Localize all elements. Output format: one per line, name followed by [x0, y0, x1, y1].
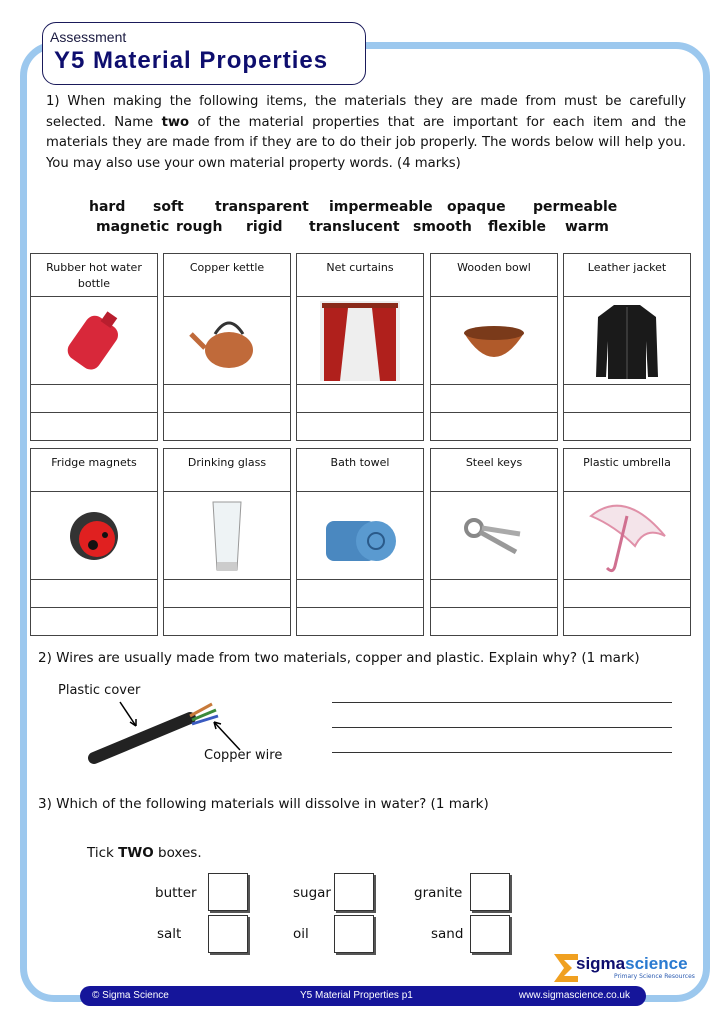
option-label: sugar [293, 885, 331, 901]
item-label: Rubber hot water bottle [31, 254, 157, 297]
item-card [563, 253, 691, 441]
item-label: Wooden bowl [431, 254, 557, 297]
word: rigid [246, 219, 283, 235]
towel-icon [320, 501, 400, 571]
word: magnetic [96, 219, 170, 235]
word: translucent [309, 219, 400, 235]
tick-bold: TWO [118, 845, 154, 861]
item-card [430, 448, 558, 636]
item-label: Leather jacket [564, 254, 690, 297]
item-card [30, 253, 158, 441]
checkbox-oil[interactable] [334, 915, 374, 953]
word: impermeable [329, 199, 433, 215]
footer-bar [80, 986, 646, 1006]
word: hard [89, 199, 126, 215]
bowl-icon [454, 311, 534, 371]
item-card [296, 448, 424, 636]
item-label: Fridge magnets [31, 449, 157, 492]
item-card [296, 253, 424, 441]
page-title: Y5 Material Properties [54, 47, 329, 74]
hot-water-bottle-icon [54, 306, 134, 376]
copper-wire-label: Copper wire [204, 748, 283, 763]
option-label: salt [157, 926, 182, 942]
subtitle: Assessment [50, 29, 127, 45]
logo-sigma: sigma [576, 954, 626, 973]
item-label: Bath towel [297, 449, 423, 492]
answer-field[interactable] [31, 580, 157, 608]
item-card [30, 448, 158, 636]
answer-field[interactable] [31, 608, 157, 635]
word: permeable [533, 199, 618, 215]
umbrella-icon [585, 496, 669, 576]
checkbox-butter[interactable] [208, 873, 248, 911]
answer-field[interactable] [431, 608, 557, 635]
item-label: Net curtains [297, 254, 423, 297]
logo-tagline: Primary Science Resources [614, 973, 695, 980]
answer-field[interactable] [431, 413, 557, 440]
question-3: 3) Which of the following materials will dissolve in water? (1 mark) [38, 796, 489, 812]
q1-text: 1) When making the following items, the materials they are made from must be carefully selected. Name [46, 94, 686, 130]
logo-science: science [625, 954, 688, 973]
item-label: Steel keys [431, 449, 557, 492]
word: opaque [447, 199, 506, 215]
question-2: 2) Wires are usually made from two materials, copper and plastic. Explain why? (1 mark) [38, 650, 640, 666]
curtains-icon [318, 299, 402, 383]
q1-text-end: of the material properties that are important for each item and the materials they are made from if they are to do their job properly. The words below will help you. You may also use your own material property words. (4 marks) [46, 114, 686, 171]
answer-line[interactable] [332, 727, 672, 728]
tick-text: Tick [87, 845, 119, 861]
word: transparent [215, 199, 309, 215]
item-card [163, 253, 291, 441]
footer-website[interactable]: www.sigmascience.co.uk [518, 990, 630, 1001]
word: flexible [488, 219, 547, 235]
checkbox-granite[interactable] [470, 873, 510, 911]
option-label: granite [414, 885, 463, 901]
answer-line[interactable] [332, 702, 672, 703]
word: soft [153, 199, 184, 215]
item-label: Drinking glass [164, 449, 290, 492]
item-card [163, 448, 291, 636]
wire-diagram [80, 690, 260, 770]
footer-copyright: © Sigma Science [92, 990, 169, 1001]
answer-field[interactable] [164, 580, 290, 608]
answer-field[interactable] [564, 385, 690, 413]
word: warm [565, 219, 609, 235]
answer-field[interactable] [297, 580, 423, 608]
q1-bold: two [161, 114, 190, 130]
answer-field[interactable] [431, 385, 557, 413]
answer-field[interactable] [564, 580, 690, 608]
question-1 [46, 92, 686, 174]
plastic-cover-label: Plastic cover [58, 683, 141, 698]
glass-icon [207, 498, 247, 574]
tick-text-end: boxes. [153, 845, 202, 861]
option-label: butter [155, 885, 197, 901]
jacket-icon [592, 301, 662, 381]
word: rough [176, 219, 223, 235]
checkbox-sugar[interactable] [334, 873, 374, 911]
answer-field[interactable] [297, 608, 423, 635]
answer-field[interactable] [31, 385, 157, 413]
answer-line[interactable] [332, 752, 672, 753]
title-box [42, 22, 366, 85]
item-label: Plastic umbrella [564, 449, 690, 492]
answer-field[interactable] [31, 413, 157, 440]
answer-field[interactable] [431, 580, 557, 608]
tick-instruction [87, 845, 202, 861]
item-card [430, 253, 558, 441]
word: smooth [413, 219, 472, 235]
answer-field[interactable] [164, 608, 290, 635]
footer-page: Y5 Material Properties p1 [300, 990, 413, 1001]
answer-field[interactable] [564, 608, 690, 635]
option-label: oil [293, 926, 309, 942]
checkbox-salt[interactable] [208, 915, 248, 953]
kettle-icon [187, 306, 267, 376]
answer-field[interactable] [297, 413, 423, 440]
item-card [563, 448, 691, 636]
answer-field[interactable] [564, 413, 690, 440]
keys-icon [454, 506, 534, 566]
answer-field[interactable] [164, 385, 290, 413]
item-label: Copper kettle [164, 254, 290, 297]
checkbox-sand[interactable] [470, 915, 510, 953]
answer-field[interactable] [164, 413, 290, 440]
ladybird-magnet-icon [59, 501, 129, 571]
answer-field[interactable] [297, 385, 423, 413]
option-label: sand [431, 926, 464, 942]
